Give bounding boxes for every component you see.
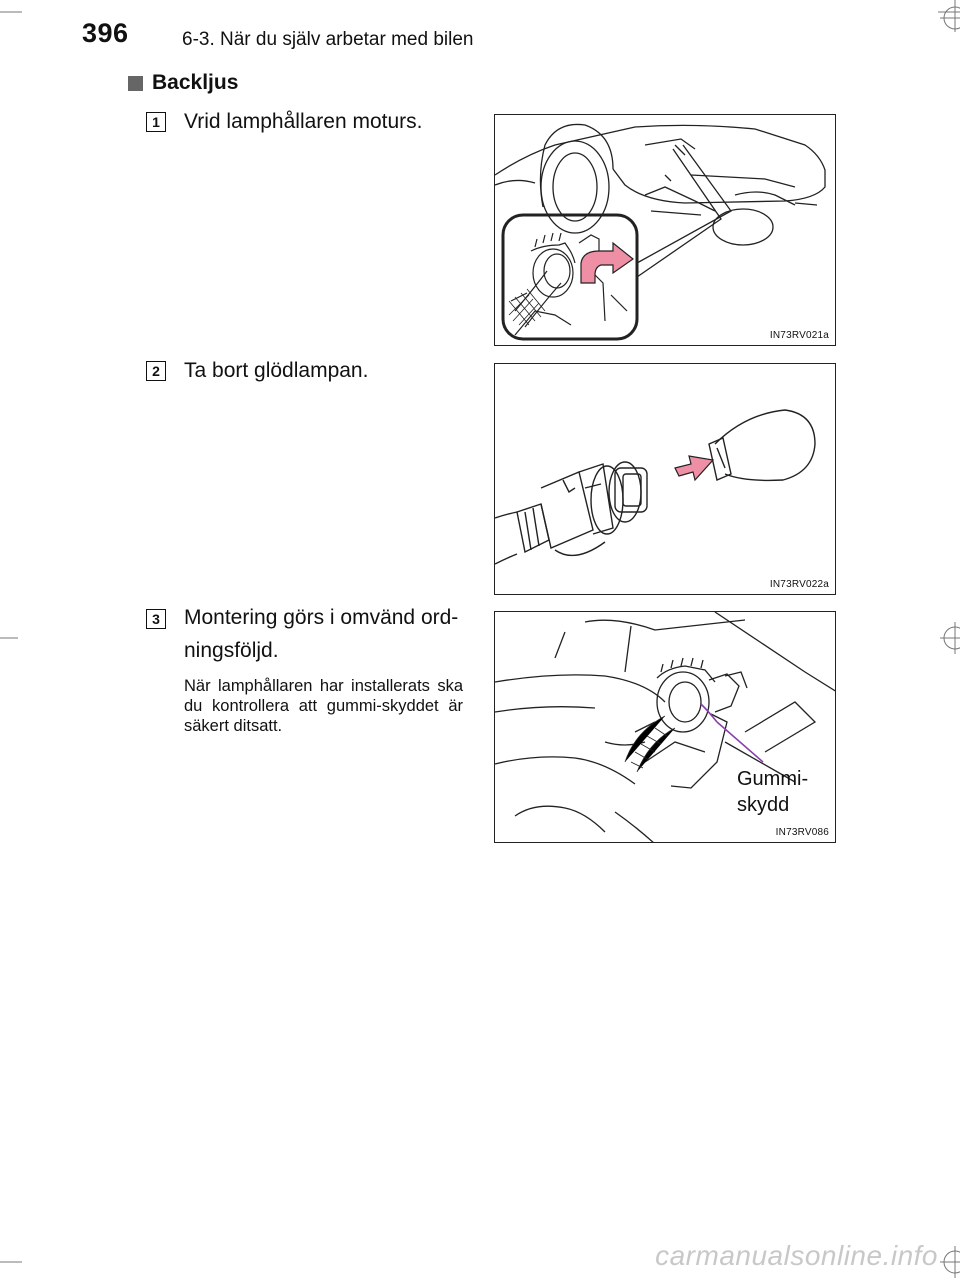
callout-rubber-seal: [737, 766, 808, 818]
figure-2-code: IN73RV022a: [769, 579, 829, 590]
bulb-drawing: [709, 410, 815, 480]
watermark: carmanualsonline.info: [655, 1240, 938, 1271]
callout-line-1: Gummi-: [737, 768, 809, 790]
figure-1-rear-bumper-lamp-holder: [494, 114, 836, 346]
step-1-text: Vrid lamphållaren moturs.: [184, 110, 423, 133]
figure-3-rubber-seal: [494, 611, 836, 843]
step-3-number: 3: [146, 609, 166, 629]
running-header: 6-3. När du själv arbetar med bilen: [182, 29, 474, 50]
section-title-text: Backljus: [152, 71, 239, 94]
step-3-note: När lamphållaren har installerats ska du kontrollera att gummi-skyddet är säkert ditsatt.: [184, 677, 463, 735]
callout-line-2: skydd: [737, 794, 790, 816]
figure-1-code: IN73RV021a: [769, 330, 829, 341]
step-2-text: Ta bort glödlampan.: [184, 359, 369, 382]
figure-3-code: IN73RV086: [775, 827, 829, 838]
section-title: [128, 71, 238, 95]
rotate-arrow-icon: [581, 243, 633, 283]
step-2-number: 2: [146, 361, 166, 381]
step-1-number: 1: [146, 112, 166, 132]
step-3-text-line-1: Montering görs i omvänd ord-: [184, 606, 459, 629]
pull-arrow-icon: [675, 456, 713, 480]
figure-2-remove-bulb: [494, 363, 836, 595]
illustration-2: [495, 364, 836, 595]
step-3-text-line-2: ningsföljd.: [184, 639, 279, 662]
bullet-square-icon: [128, 76, 143, 91]
illustration-1: [495, 115, 836, 346]
callout-leader: [701, 704, 763, 762]
page-number: 396: [82, 18, 129, 48]
